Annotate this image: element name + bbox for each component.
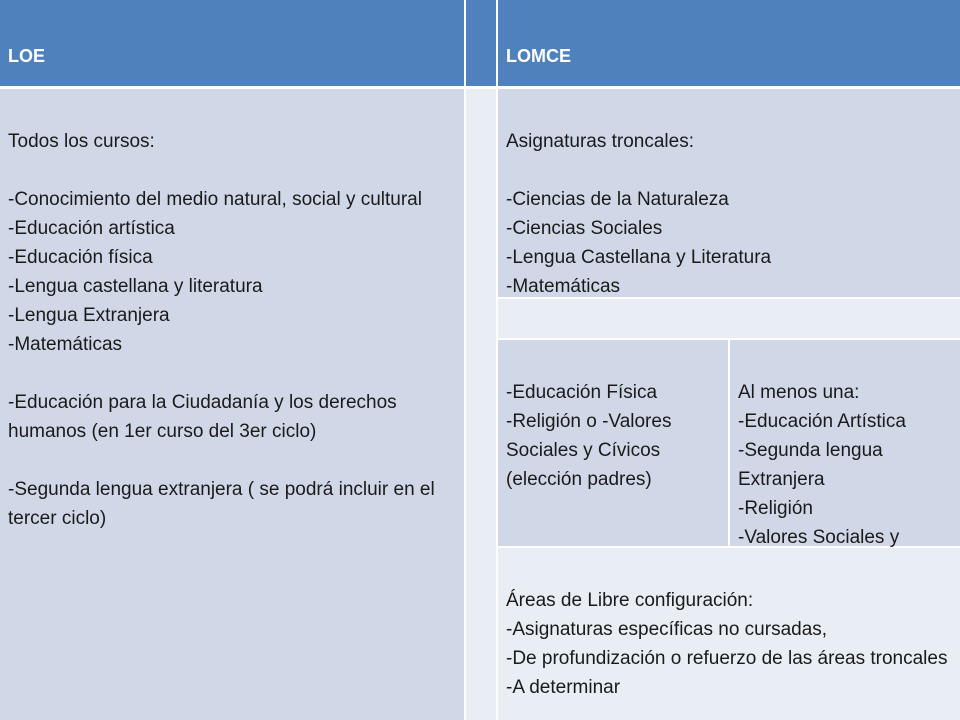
loe-text: Todos los cursos: -Conocimiento del medio natural, social y cultural -Educación artística -Educación física -Lengua castellana y literatura -Lengua Extranjera -Matemáticas -Educación para la Ciudadanía y los derechos humanos (en 1er curso del 3er ciclo) -Segunda lengua extranjera ( se podrá incluir en el tercer ciclo) (8, 131, 435, 529)
spacer-column (466, 89, 496, 720)
lomce-especificas-title-cell (498, 299, 960, 338)
lomce-libre-cell (498, 548, 960, 720)
header-lomce (498, 0, 960, 86)
lomce-troncales-text: Asignaturas troncales: -Ciencias de la Naturaleza -Ciencias Sociales -Lengua Castellana y Literatura -Matemáticas (506, 131, 772, 297)
lomce-especificas-left-cell (498, 340, 728, 546)
lomce-libre-text: Áreas de Libre configuración: -Asignaturas específicas no cursadas, -De profundización o refuerzo de las áreas troncales -A determinar (506, 590, 948, 698)
lomce-especificas-right-cell (730, 340, 960, 546)
lomce-troncales-cell (498, 89, 960, 297)
header-lomce-label: LOMCE (506, 46, 571, 66)
header-loe (0, 0, 464, 86)
lomce-especificas-left-text: -Educación Física -Religión o -Valores Sociales y Cívicos (elección padres) (506, 382, 672, 490)
loe-cell (0, 89, 464, 720)
header-spacer (466, 0, 496, 86)
lomce-especificas-right-text: Al menos una: -Educación Artística -Segunda lengua Extranjera -Religión -Valores Sociales y (738, 382, 906, 548)
header-loe-label: LOE (8, 46, 46, 66)
